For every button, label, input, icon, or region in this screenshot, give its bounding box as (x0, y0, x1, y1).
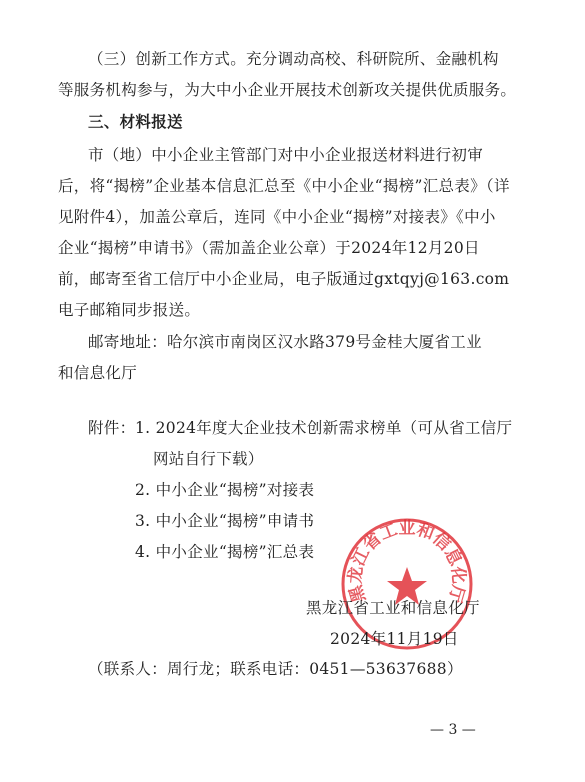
paragraph-line: 企业“揭榜”申请书》（需加盖企业公章）于2024年12月20日 (58, 239, 480, 257)
mailing-address-line: 邮寄地址：哈尔滨市南岗区汉水路379号金桂大厦省工业 (88, 333, 482, 351)
section-heading: 三、材料报送 (88, 113, 183, 131)
attachment-item: 4. 中小企业“揭榜”汇总表 (135, 543, 315, 561)
paragraph-line: 市（地）中小企业主管部门对中小企业报送材料进行初审 (88, 146, 484, 164)
paragraph-line: 电子邮箱同步报送。 (58, 301, 201, 319)
seal-text: 黑龙江省工业和信息化厅 (345, 518, 469, 605)
paragraph-line: （三）创新工作方式。充分调动高校、科研院所、金融机构 (88, 50, 499, 68)
page-number: — 3 — (430, 722, 476, 738)
attachment-item: 3. 中小企业“揭榜”申请书 (135, 512, 315, 530)
paragraph-line: 等服务机构参与，为大中小企业开展技术创新攻关提供优质服务。 (58, 81, 517, 99)
paragraph-line: 见附件4），加盖公章后，连同《中小企业“揭榜”对接表》《中小 (58, 208, 496, 226)
attachment-item: 2. 中小企业“揭榜”对接表 (135, 481, 315, 499)
issue-date: 2024年11月19日 (330, 630, 459, 648)
paragraph-line: 后，将“揭榜”企业基本信息汇总至《中小企业“揭榜”汇总表》（详 (58, 177, 510, 195)
attachment-item: 网站自行下载） (153, 450, 264, 468)
attachment-item: 1. 2024年度大企业技术创新需求榜单（可从省工信厅 (135, 419, 513, 437)
attachments-label: 附件： (88, 419, 136, 437)
paragraph-line: 前，邮寄至省工信厅中小企业局，电子版通过gxtqyj@163.com (58, 270, 510, 288)
mailing-address-line: 和信息化厅 (58, 364, 138, 382)
contact-info: （联系人：周行龙；联系电话：0451—53637688） (88, 660, 463, 678)
issuing-organization: 黑龙江省工业和信息化厅 (306, 599, 480, 617)
